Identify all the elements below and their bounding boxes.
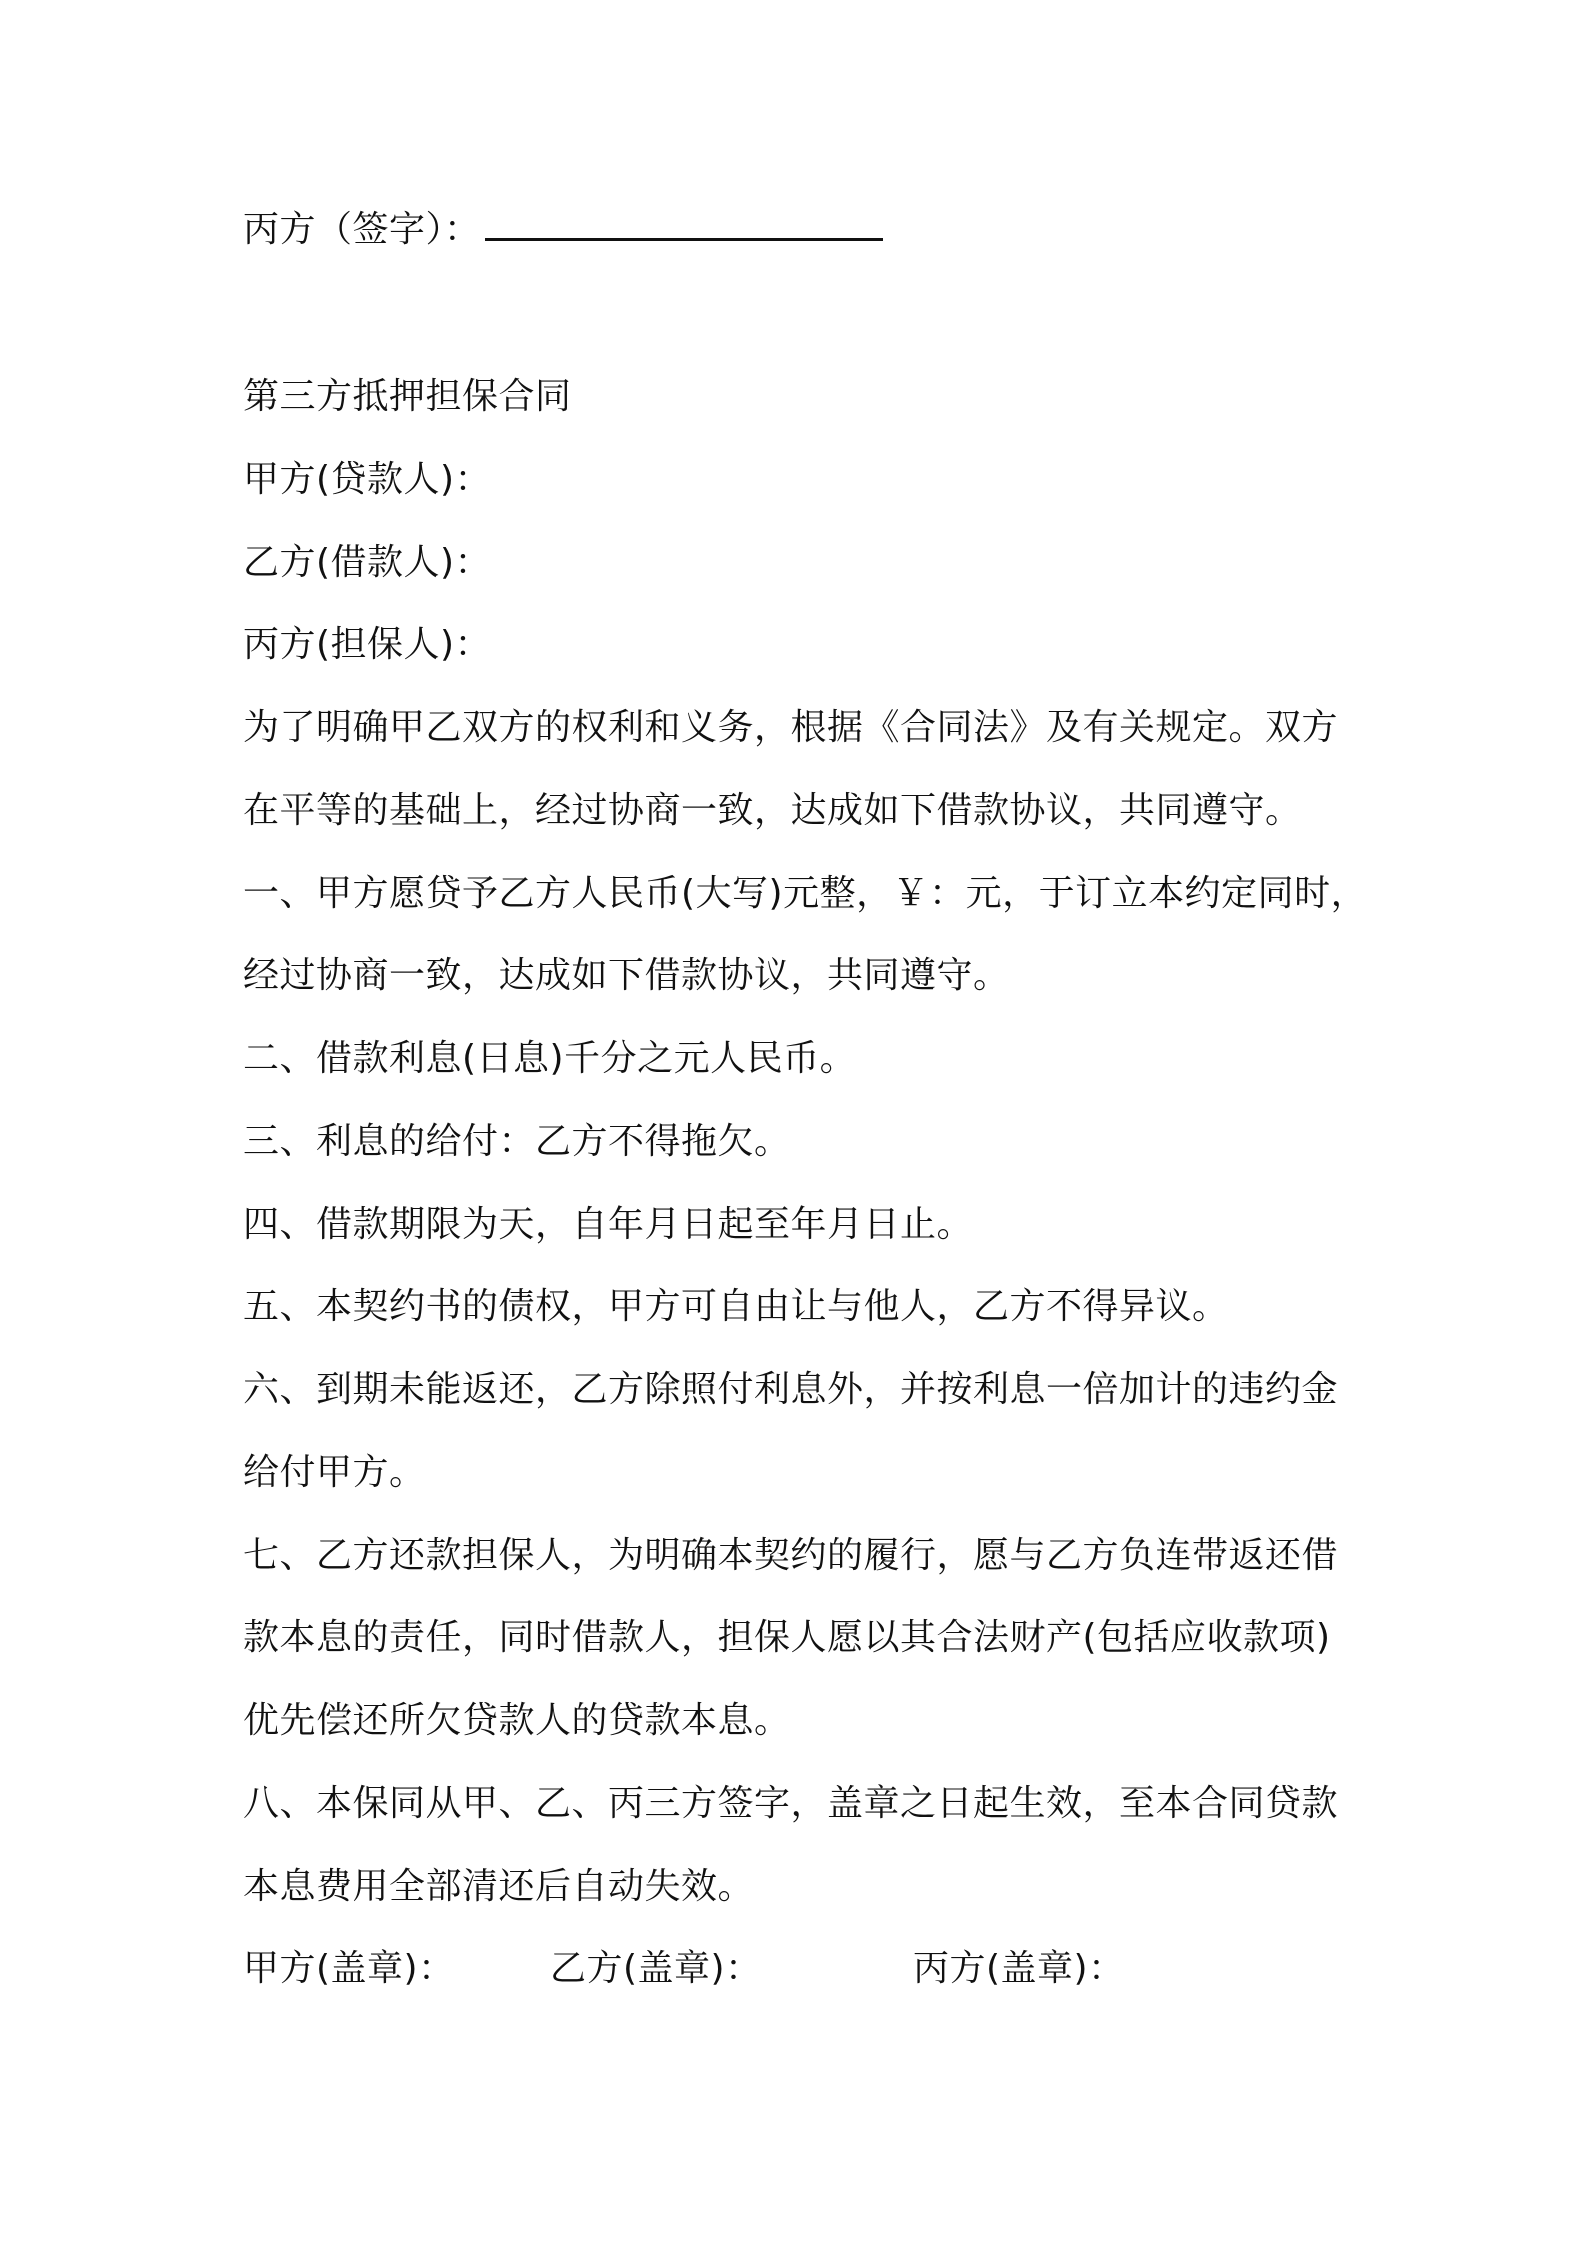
party-c-seal-label: 丙方(盖章)： xyxy=(913,1948,1125,1989)
top-signature-label: 丙方（签字）： xyxy=(243,209,481,250)
top-signature-row xyxy=(243,205,883,255)
clause-8-line: 八、本保同从甲、乙、丙三方签字，盖章之日起生效，至本合同贷款 xyxy=(243,1783,1339,1824)
clause-7-line: 七、乙方还款担保人，为明确本契约的履行，愿与乙方负连带返还借 xyxy=(243,1535,1339,1576)
party-a-line: 甲方(贷款人)： xyxy=(243,459,492,500)
body-line: 给付甲方。 xyxy=(243,1452,426,1493)
contract-title: 第三方抵押担保合同 xyxy=(243,376,572,417)
body-line: 款本息的责任，同时借款人，担保人愿以其合法财产(包括应收款项) xyxy=(243,1617,1331,1658)
body-line: 为了明确甲乙双方的权利和义务，根据《合同法》及有关规定。双方 xyxy=(243,707,1339,748)
party-b-line: 乙方(借款人)： xyxy=(243,542,492,583)
body-line: 本息费用全部清还后自动失效。 xyxy=(243,1866,755,1907)
clause-1-line: 一、甲方愿贷予乙方人民币(大写)元整，￥：元，于订立本约定同时， xyxy=(243,873,1368,914)
clause-5-line: 五、本契约书的债权，甲方可自由让与他人，乙方不得异议。 xyxy=(243,1286,1229,1327)
body-line: 优先偿还所欠贷款人的贷款本息。 xyxy=(243,1700,791,1741)
body-line: 在平等的基础上，经过协商一致，达成如下借款协议，共同遵守。 xyxy=(243,790,1302,831)
signature-blank-line xyxy=(485,208,883,241)
clause-3-line: 三、利息的给付：乙方不得拖欠。 xyxy=(243,1121,791,1162)
party-b-seal-label: 乙方(盖章)： xyxy=(550,1948,762,1989)
clause-2-line: 二、借款利息(日息)千分之元人民币。 xyxy=(243,1038,857,1079)
clause-6-line: 六、到期未能返还，乙方除照付利息外，并按利息一倍加计的违约金 xyxy=(243,1369,1339,1410)
party-c-line: 丙方(担保人)： xyxy=(243,624,492,665)
party-a-seal-label: 甲方(盖章)： xyxy=(243,1948,455,1989)
clause-4-line: 四、借款期限为天，自年月日起至年月日止。 xyxy=(243,1204,974,1245)
body-line: 经过协商一致，达成如下借款协议，共同遵守。 xyxy=(243,955,1010,996)
